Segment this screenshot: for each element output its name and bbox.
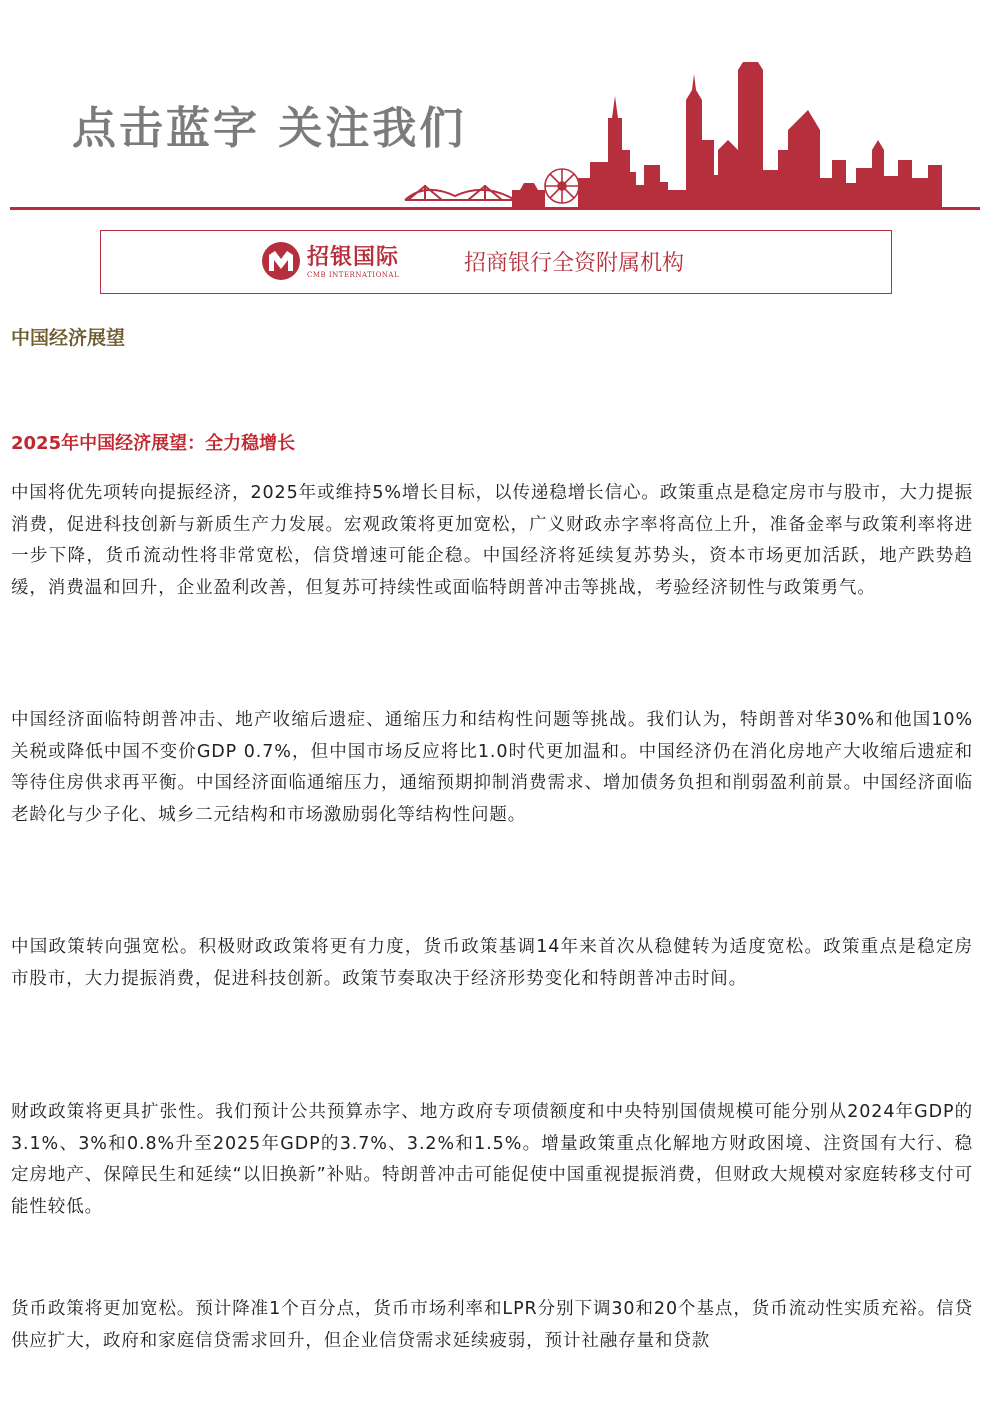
logo-english-text: CMB INTERNATIONAL — [307, 271, 400, 279]
header-banner — [0, 0, 992, 215]
banner-slogan: 招商银行全资附属机构 — [464, 251, 685, 276]
logo-chinese-text: 招银国际 — [307, 244, 400, 270]
cmbi-banner[interactable] — [100, 230, 892, 294]
paragraph: 中国政策转向强宽松。积极财政政策将更有力度，货币政策基调14年来首次从稳健转为适度宽松。政策重点是稳定房市股市，大力提振消费，促进科技创新。政策节奏取决于经济形势变化和特朗普冲击时间。 — [11, 937, 973, 989]
paragraph: 中国将优先项转向提振经济，2025年或维持5%增长目标，以传递稳增长信心。政策重点是稳定房市与股市，大力提振消费，促进科技创新与新质生产力发展。宏观政策将更加宽松，广义财政赤字率将高位上升，准备金率与政策利率将进一步下降，货币流动性将非常宽松，信贷增速可能企稳。中国经济将延续复苏势头，资本市场更加活跃，地产跌势趋缓，消费温和回升，企业盈利改善，但复苏可持续性或面临特朗普冲击等挑战，考验经济韧性与政策勇气。 — [11, 483, 973, 598]
ferris-wheel-icon — [545, 169, 579, 203]
header-divider — [10, 207, 980, 210]
paragraph: 货币政策将更加宽松。预计降准1个百分点，货币市场利率和LPR分别下调30和20个基点，货币流动性实质充裕。信贷供应扩大，政府和家庭信贷需求回升，但企业信贷需求延续疲弱，预计社融存量和贷款 — [11, 1299, 973, 1351]
follow-us-title[interactable]: 点击蓝字 关注我们 — [72, 103, 467, 154]
article-title: 2025年中国经济展望：全力稳增长 — [11, 433, 296, 454]
section-label: 中国经济展望 — [11, 327, 126, 349]
bridge-icon — [405, 185, 520, 200]
city-skyline-illustration — [0, 0, 992, 215]
paragraph: 财政政策将更具扩张性。我们预计公共预算赤字、地方政府专项债额度和中央特别国债规模可能分别从2024年GDP的3.1%、3%和0.8%升至2025年GDP的3.7%、3.2%和1.5%。增量政策重点化解地方财政困境、注资国有大行、稳定房地产、保障民生和延续“以旧换新”补贴。特朗普冲击可能促使中国重视提振消费，但财政大规模对家庭转移支付可能性较低。 — [11, 1102, 973, 1217]
cmbi-logo-icon — [261, 241, 301, 281]
paragraph: 中国经济面临特朗普冲击、地产收缩后遗症、通缩压力和结构性问题等挑战。我们认为，特朗普对华30%和他国10%关税或降低中国不变价GDP 0.7%，但中国市场反应将比1.0时代更加温和。中国经济仍在消化房地产大收缩后遗症和等待住房供求再平衡。中国经济面临通缩压力，通缩预期抑制消费需求、增加债务负担和削弱盈利前景。中国经济面临老龄化与少子化、城乡二元结构和市场激励弱化等结构性问题。 — [11, 710, 973, 825]
